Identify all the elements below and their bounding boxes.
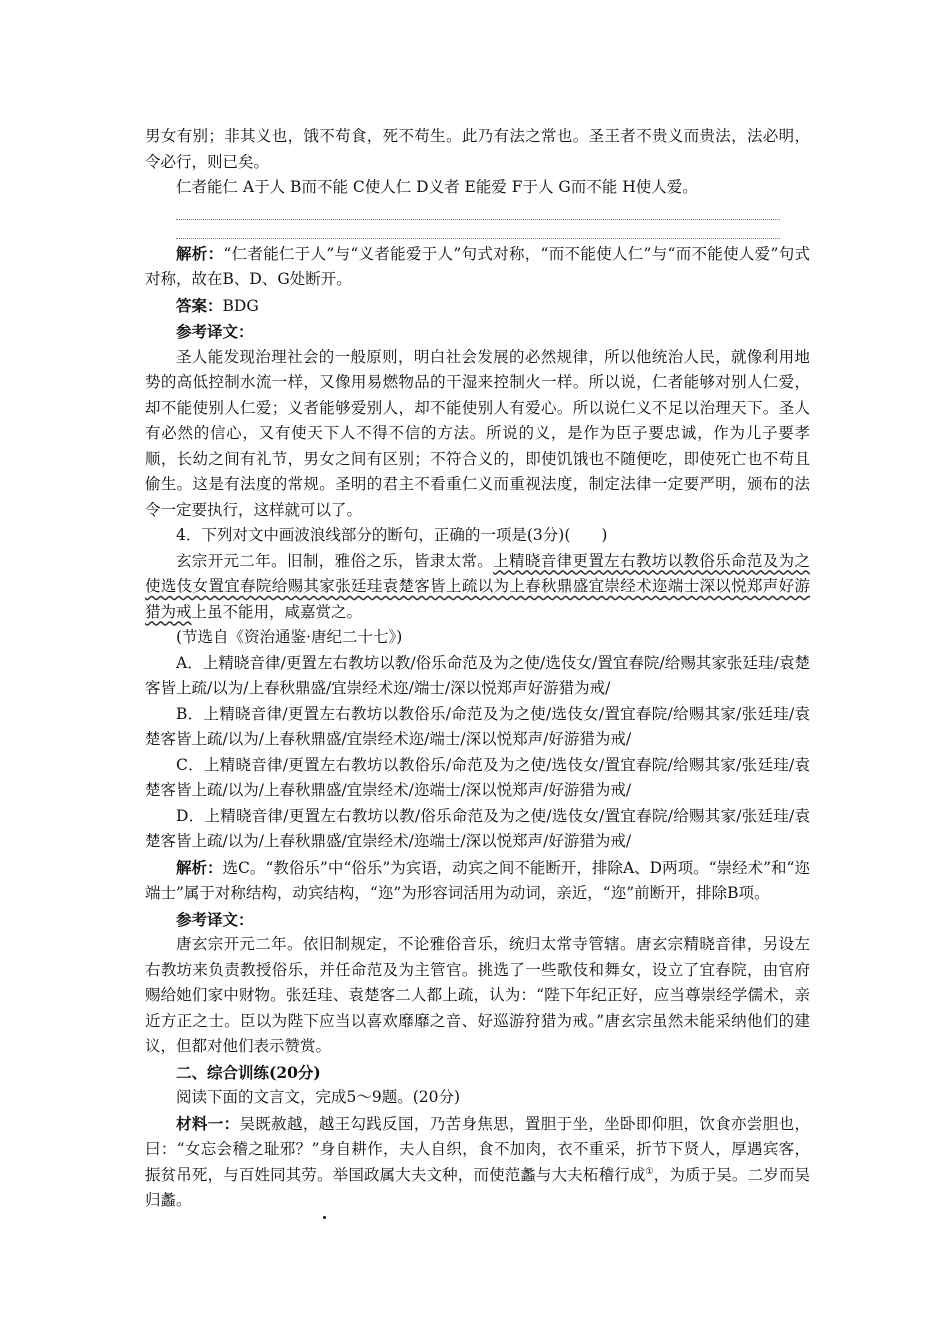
translation-label-2: 参考译文：	[176, 909, 254, 929]
option-c: C．上精晓音律/更置左右教坊以教俗乐/命范及为之使/选伎女/置宜春院/给赐其家/张廷珪/袁楚客皆上疏/以为/上春秋鼎盛/宜崇经术/迩端士/深以悦郑声/好游猎为戒/	[145, 755, 810, 799]
document-page	[145, 124, 810, 1214]
translation-1: 圣人能发现治理社会的一般原则，明白社会发展的必然规律，所以他统治人民，就像利用地势的高低控制水流一样，又像用易燃物品的干湿来控制火一样。所以说，仁者能够对别人仁爱，却不能使别人仁爱；义者能够爱别人，却不能使别人有爱心。所以说仁义不足以治理天下。圣人有必然的信心，又有使天下人不得不信的方法。所说的义，是作为臣子要忠诚，作为儿子要孝顺，长幼之间有礼节，男女之间有区别；不符合义的，即使饥饿也不随便吃，即使死亡也不苟且偷生。这是有法度的常规。圣明的君主不看重仁义而重视法度，制定法律一定要严明，颁布的法令一定要执行，这样就可以了。	[145, 347, 810, 519]
footnote-marker: ①	[645, 1166, 654, 1177]
material-1: 材料一：吴既赦越，越王勾践反国，乃苦身焦思，置胆于坐，坐卧即仰胆，饮食亦尝胆也，曰：“女忘会稽之耻邪？”身自耕作，夫人自织，食不加肉，衣不重采，折节下贤人，厚遇宾客，振贫吊死，与百姓同其劳。举国政属大夫文种，而使范蠡与大夫柘稽行成①，为质于吴。二岁而吴归蠡。	[145, 1113, 810, 1209]
analysis-1: 解析：“仁者能仁于人”与“义者能爱于人”句式对称，“而不能使人仁”与“而不能使人爱”句式对称，故在B、D、G处断开。	[145, 243, 810, 288]
option-a: A．上精晓音律/更置左右教坊以教/俗乐命范及为之使/选伎女/置宜春院/给赐其家张廷珪/袁楚客皆上疏/以为/上春秋鼎盛/宜崇经术迩/端士/深以悦郑声好游猎为戒/	[145, 653, 810, 697]
sentence-to-segment: 仁者能仁 A于人 B而不能 C使人仁 D义者 E能爱 F于人 G而不能 H使人爱。	[176, 178, 698, 196]
analysis-2: 解析：选C。“教俗乐”中“俗乐”为宾语，动宾之间不能断开，排除A、D两项。“崇经术”和“迩端士”属于对称结构，动宾结构，“迩”为形容词活用为动词，亲近，“迩”前断开，排除B项。	[145, 857, 810, 902]
answer-label: 答案：	[176, 295, 223, 315]
source-citation: (节选自《资治通鉴·唐纪二十七》)	[176, 628, 403, 646]
emphasis-dot	[323, 1216, 326, 1219]
passage-fragment: 男女有别；非其义也，饿不苟食，死不苟生。此乃有法之常也。圣王者不贵义而贵法，法必明，令必行，则已矣。	[145, 127, 810, 171]
section-heading: 二、综合训练(20分)	[176, 1062, 321, 1082]
material-label: 材料一：	[176, 1113, 240, 1133]
reading-instruction: 阅读下面的文言文，完成5～9题。(20分)	[176, 1088, 461, 1106]
option-d: D．上精晓音律/更置左右教坊以教/俗乐命范及为之使/选伎女/置宜春院/给赐其家/张廷珪/袁楚客皆上疏/以为/上春秋鼎盛/宜崇经术/迩端士/深以悦郑声/好游猎为戒/	[145, 806, 810, 850]
question-4: 4．下列对文中画波浪线部分的断句，正确的一项是(3分)( )	[176, 526, 608, 544]
wavy-underlined-text: 上精晓音律更置左右教坊以教俗乐命范及为之使选伎女置宜春院给赐其家张廷珪袁楚客皆上疏以为上春秋鼎盛宜崇经术迩端士深以悦郑声好游猎为戒	[145, 551, 810, 621]
question-4-passage: 玄宗开元二年。旧制，雅俗之乐，皆隶太常。上精晓音律更置左右教坊以教俗乐命范及为之使选伎女置宜春院给赐其家张廷珪袁楚客皆上疏以为上春秋鼎盛宜崇经术迩端士深以悦郑声好游猎为戒上虽不能用，咸嘉赏之。	[145, 551, 810, 621]
answer-value: BDG	[222, 296, 259, 315]
answer-line-2	[176, 220, 780, 239]
analysis-label: 解析：	[176, 243, 224, 263]
answer-line-1	[176, 201, 780, 220]
translation-label-1: 参考译文：	[176, 322, 254, 341]
translation-2: 唐玄宗开元二年。依旧制规定，不论雅俗音乐，统归太常寺管辖。唐玄宗精晓音律，另设左右教坊来负责教授俗乐，并任命范及为主管官。挑选了一些歌伎和舞女，设立了宜春院，由官府赐给她们家中财物。张廷珪、袁楚客二人都上疏，认为：“陛下年纪正好，应当尊崇经学儒术，亲近方正之士。臣以为陛下应当以喜欢靡靡之音、好巡游狩猎为戒。”唐玄宗虽然未能采纳他们的建议，但都对他们表示赞赏。	[145, 935, 810, 1055]
answer	[145, 293, 810, 320]
option-b: B．上精晓音律/更置左右教坊以教俗乐/命范及为之使/选伎女/置宜春院/给赐其家/张廷珪/袁楚客皆上疏/以为/上春秋鼎盛/宜崇经术迩/端士/深以悦郑声/好游猎为戒/	[145, 704, 810, 748]
analysis-label: 解析：	[176, 857, 223, 877]
